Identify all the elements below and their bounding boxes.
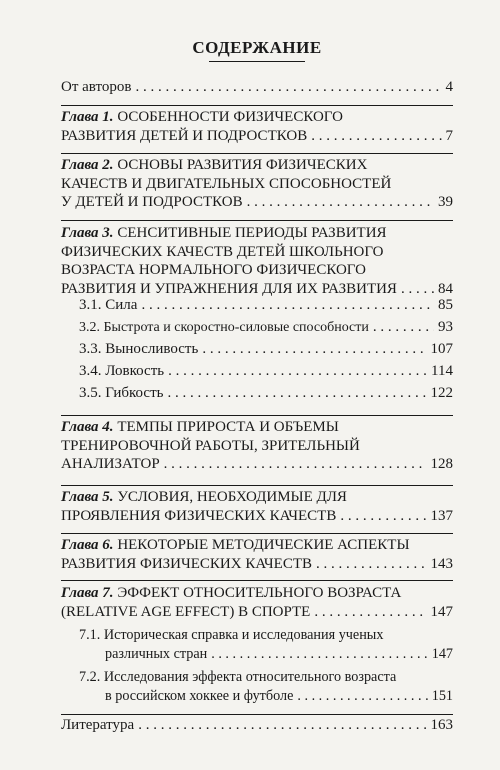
entry-title: 3.3. Выносливость — [79, 341, 199, 357]
divider — [61, 220, 453, 221]
toc-entry-section-3-5 — [79, 384, 453, 403]
entry-title-line: 7.1. Историческая справка и исследования ученых — [79, 627, 384, 643]
entry-title: ПРОЯВЛЕНИЯ ФИЗИЧЕСКИХ КАЧЕСТВ — [61, 507, 337, 524]
entry-title-line: ЭФФЕКТ ОТНОСИТЕЛЬНОГО ВОЗРАСТА — [117, 585, 402, 601]
page-number: 93 — [438, 319, 453, 335]
page-number: 114 — [431, 363, 453, 379]
entry-title-line: 7.2. Исследования эффекта относительного возраста — [79, 669, 397, 685]
entry-title-line: СЕНСИТИВНЫЕ ПЕРИОДЫ РАЗВИТИЯ — [117, 225, 387, 241]
entry-title: РАЗВИТИЯ ДЕТЕЙ И ПОДРОСТКОВ — [61, 127, 308, 144]
entry-title: РАЗВИТИЯ И УПРАЖНЕНИЯ ДЛЯ ИХ РАЗВИТИЯ — [61, 280, 397, 297]
title-underline — [209, 61, 305, 62]
entry-title-line: ОСОБЕННОСТИ ФИЗИЧЕСКОГО — [117, 109, 343, 125]
divider — [61, 485, 453, 486]
page-number: 85 — [438, 297, 453, 313]
toc-entry-chapter-2 — [61, 156, 453, 212]
toc-entry-section-3-3 — [79, 340, 453, 359]
toc-entry-chapter-6 — [61, 536, 453, 573]
page-number: 4 — [445, 79, 453, 95]
entry-title: 3.2. Быстрота и скоростно-силовые способности — [79, 320, 369, 335]
chapter-label: Глава 3. — [61, 225, 114, 241]
toc-entry-chapter-3 — [61, 224, 453, 298]
page-number: 151 — [431, 687, 453, 704]
divider — [61, 533, 453, 534]
entry-title-line: ТЕМПЫ ПРИРОСТА И ОБЪЕМЫ — [117, 419, 339, 435]
toc-entry-section-7-2 — [79, 668, 453, 705]
page-number: 128 — [430, 456, 453, 472]
page-number: 107 — [430, 341, 453, 357]
toc-entry-authors — [61, 78, 453, 97]
entry-title: От авторов — [61, 79, 132, 95]
chapter-label: Глава 1. — [61, 109, 114, 125]
toc-entry-chapter-1 — [61, 108, 453, 145]
entry-title: в российском хоккее и футболе — [105, 687, 294, 704]
divider — [61, 153, 453, 154]
page-number: 122 — [430, 385, 453, 401]
entry-title: 3.4. Ловкость — [79, 363, 165, 379]
toc-entry-section-3-2 — [79, 318, 453, 338]
page-number: 7 — [445, 127, 453, 144]
toc-entry-section-3-4 — [79, 362, 453, 381]
toc-entry-chapter-5 — [61, 488, 453, 525]
entry-title: РАЗВИТИЯ ФИЗИЧЕСКИХ КАЧЕСТВ — [61, 555, 312, 572]
entry-title: 3.1. Сила — [79, 297, 138, 313]
entry-title-line: ТРЕНИРОВОЧНОЙ РАБОТЫ, ЗРИТЕЛЬНЫЙ — [61, 437, 360, 454]
chapter-label: Глава 7. — [61, 585, 114, 601]
chapter-label: Глава 6. — [61, 537, 114, 553]
page-number: 143 — [430, 555, 453, 572]
toc-entry-literature — [61, 716, 453, 735]
chapter-label: Глава 4. — [61, 419, 114, 435]
entry-title: 3.5. Гибкость — [79, 385, 164, 401]
entry-title: различных стран — [105, 645, 208, 662]
divider — [61, 415, 453, 416]
chapter-label: Глава 2. — [61, 157, 114, 173]
entry-title: Литература — [61, 717, 135, 733]
chapter-label: Глава 5. — [61, 489, 114, 505]
entry-title: (RELATIVE AGE EFFECT) В СПОРТЕ — [61, 603, 311, 620]
entry-title-line: КАЧЕСТВ И ДВИГАТЕЛЬНЫХ СПОСОБНОСТЕЙ — [61, 175, 392, 192]
divider — [61, 105, 453, 106]
divider — [61, 580, 453, 581]
entry-title: АНАЛИЗАТОР — [61, 456, 160, 472]
page-number: 84 — [438, 280, 453, 297]
page-number: 39 — [438, 194, 453, 210]
page-number: 137 — [430, 507, 453, 524]
page-number: 147 — [430, 603, 453, 620]
page-number: 147 — [431, 645, 453, 662]
entry-title-line: ФИЗИЧЕСКИХ КАЧЕСТВ ДЕТЕЙ ШКОЛЬНОГО — [61, 243, 384, 260]
page-number: 163 — [430, 717, 453, 733]
toc-entry-section-3-1 — [79, 296, 453, 315]
entry-title-line: НЕКОТОРЫЕ МЕТОДИЧЕСКИЕ АСПЕКТЫ — [117, 537, 410, 553]
entry-title-line: УСЛОВИЯ, НЕОБХОДИМЫЕ ДЛЯ — [117, 489, 347, 505]
page-title: СОДЕРЖАНИЕ — [192, 38, 322, 57]
toc-entry-chapter-4 — [61, 418, 453, 474]
entry-title: У ДЕТЕЙ И ПОДРОСТКОВ — [61, 194, 243, 210]
entry-title-line: ВОЗРАСТА НОРМАЛЬНОГО ФИЗИЧЕСКОГО — [61, 262, 366, 278]
toc-entry-chapter-7 — [61, 584, 453, 621]
entry-title-line: ОСНОВЫ РАЗВИТИЯ ФИЗИЧЕСКИХ — [117, 157, 368, 173]
toc-entry-section-7-1 — [79, 626, 453, 663]
